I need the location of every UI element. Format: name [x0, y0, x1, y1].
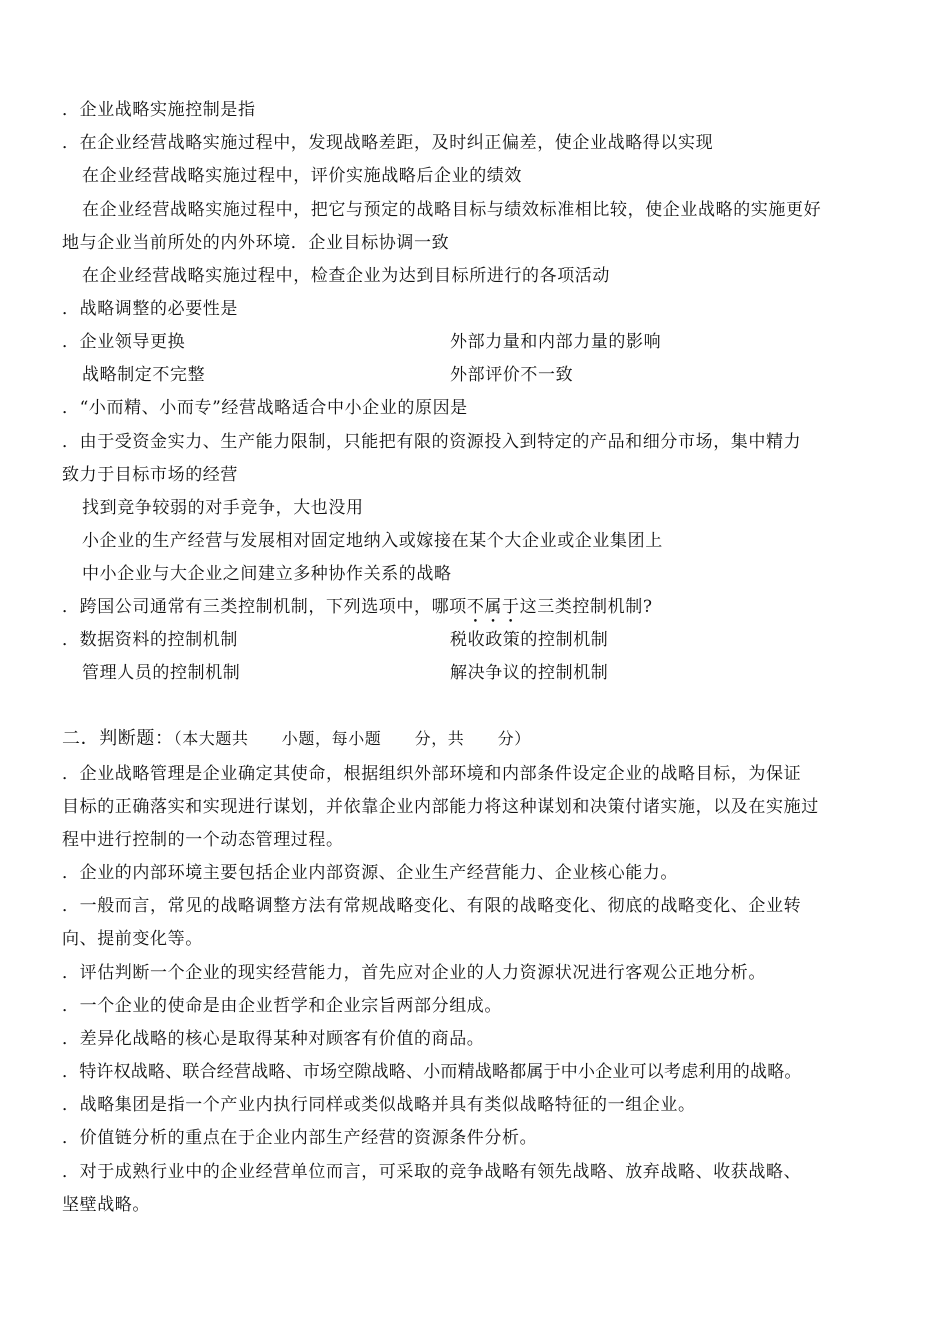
- judgment-line: ．一般而言，常见的战略调整方法有常规战略变化、有限的战略变化、彻底的战略变化、企业转: [62, 896, 802, 916]
- question-1-option-c-cont: 地与企业当前所处的内外环境．企业目标协调一致: [62, 233, 450, 253]
- judgment-line: ．特许权战略、联合经营战略、市场空隙战略、小而精战略都属于中小企业可以考虑利用的战略。: [62, 1062, 802, 1082]
- question-4-option-b: 税收政策的控制机制: [450, 630, 609, 650]
- judgment-line: 坚壁战略。: [62, 1195, 150, 1215]
- judgment-line: ．评估判断一个企业的现实经营能力，首先应对企业的人力资源状况进行客观公正地分析。: [62, 963, 766, 983]
- judgment-line: 向、提前变化等。: [62, 929, 203, 949]
- question-4-option-a: ．数据资料的控制机制: [62, 630, 238, 650]
- question-4-stem-pre: ．跨国公司通常有三类控制机制，下列选项中，哪项: [62, 597, 467, 617]
- question-2-option-d: 外部评价不一致: [450, 365, 574, 385]
- section-2-header: [62, 728, 531, 750]
- question-2-stem: ．战略调整的必要性是: [62, 299, 238, 319]
- judgment-line: ．价值链分析的重点在于企业内部生产经营的资源条件分析。: [62, 1128, 538, 1148]
- question-1-option-c: 在企业经营战略实施过程中，把它与预定的战略目标与绩效标准相比较，使企业战略的实施更好: [82, 200, 822, 220]
- question-3-stem: ．“小而精、小而专”经营战略适合中小企业的原因是: [62, 398, 468, 418]
- question-3-option-a: ．由于受资金实力、生产能力限制，只能把有限的资源投入到特定的产品和细分市场，集中精力: [62, 432, 802, 452]
- question-1-option-b: 在企业经营战略实施过程中，评价实施战略后企业的绩效: [82, 166, 522, 186]
- judgment-line: ．对于成熟行业中的企业经营单位而言，可采取的竞争战略有领先战略、放弃战略、收获战略、: [62, 1162, 802, 1182]
- question-1-option-a: ．在企业经营战略实施过程中，发现战略差距，及时纠正偏差，使企业战略得以实现: [62, 133, 714, 153]
- judgment-line: ．企业战略管理是企业确定其使命，根据组织外部环境和内部条件设定企业的战略目标，为保证: [62, 764, 802, 784]
- question-4-stem-emphasis: 不属于: [466, 597, 520, 617]
- judgment-line: 程中进行控制的一个动态管理过程。: [62, 830, 344, 850]
- judgment-line: ．企业的内部环境主要包括企业内部资源、企业生产经营能力、企业核心能力。: [62, 863, 678, 883]
- question-4-option-c: 管理人员的控制机制: [82, 663, 241, 683]
- judgment-line: ．一个企业的使命是由企业哲学和企业宗旨两部分组成。: [62, 996, 502, 1016]
- question-2-option-c: 战略制定不完整: [82, 365, 206, 385]
- question-3-option-d: 中小企业与大企业之间建立多种协作关系的战略: [82, 564, 452, 584]
- question-2-option-a: ．企业领导更换: [62, 332, 186, 352]
- question-4-stem: [62, 596, 653, 627]
- question-2-option-b: 外部力量和内部力量的影响: [450, 332, 662, 352]
- section-2-note: （本大题共 小题，每小题 分，共 分）: [173, 729, 531, 748]
- question-4-stem-post: 这三类控制机制?: [519, 597, 653, 617]
- question-3-option-b: 找到竞争较弱的对手竞争，大也没用: [82, 498, 364, 518]
- question-3-option-c: 小企业的生产经营与发展相对固定地纳入或嫁接在某个大企业或企业集团上: [82, 531, 663, 551]
- section-2-title: 二．判断题：: [62, 728, 174, 749]
- question-4-option-d: 解决争议的控制机制: [450, 663, 609, 683]
- question-1-stem: ．企业战略实施控制是指: [62, 100, 256, 120]
- judgment-line: 目标的正确落实和实现进行谋划，并依靠企业内部能力将这种谋划和决策付诸实施，以及在实施过: [62, 797, 819, 817]
- judgment-line: ．战略集团是指一个产业内执行同样或类似战略并具有类似战略特征的一组企业。: [62, 1095, 696, 1115]
- question-3-option-a-cont: 致力于目标市场的经营: [62, 465, 238, 485]
- judgment-line: ．差异化战略的核心是取得某种对顾客有价值的商品。: [62, 1029, 485, 1049]
- question-1-option-d: 在企业经营战略实施过程中，检查企业为达到目标所进行的各项活动: [82, 266, 610, 286]
